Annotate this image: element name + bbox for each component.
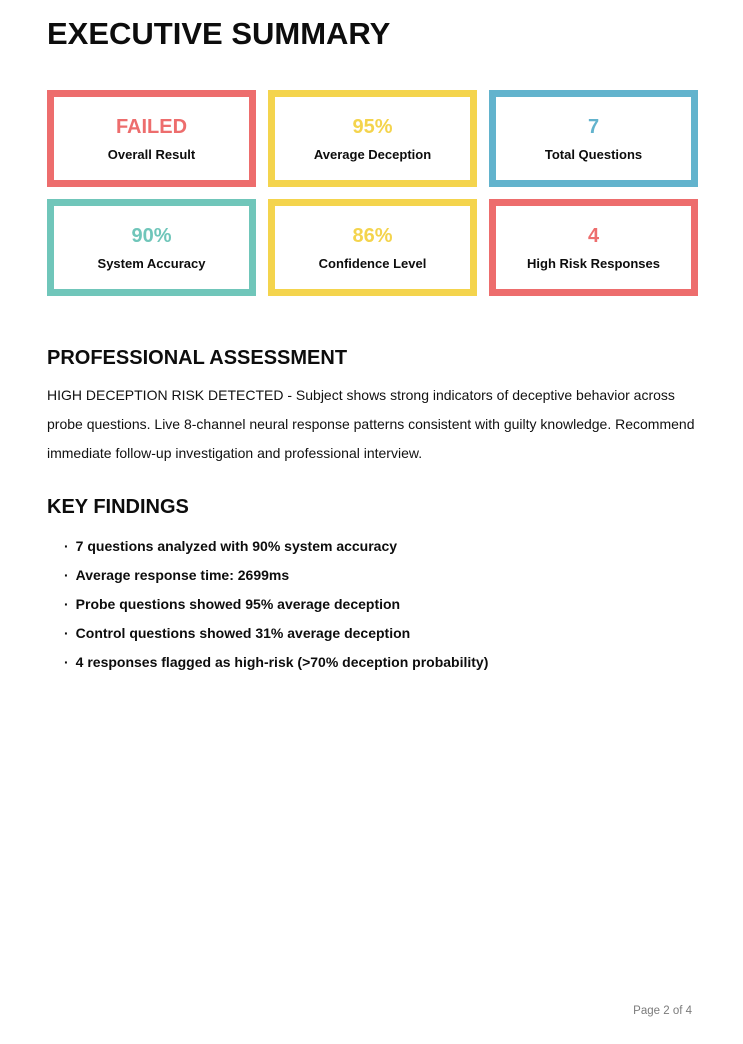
metric-value: 4 bbox=[587, 224, 600, 247]
metric-value: 7 bbox=[587, 115, 600, 138]
metric-label: High Risk Responses bbox=[527, 255, 660, 271]
bullet-icon: · bbox=[64, 538, 69, 554]
finding-item bbox=[64, 590, 698, 619]
metric-card bbox=[47, 90, 256, 187]
metric-card bbox=[489, 90, 698, 187]
metric-label: Confidence Level bbox=[318, 255, 427, 271]
finding-item bbox=[64, 561, 698, 590]
page-title: EXECUTIVE SUMMARY bbox=[47, 16, 391, 51]
findings-heading: KEY FINDINGS bbox=[47, 496, 189, 518]
finding-item bbox=[64, 648, 698, 677]
page-content bbox=[0, 16, 743, 677]
metric-label: Average Deception bbox=[313, 146, 432, 162]
bullet-icon: · bbox=[64, 654, 69, 670]
metric-value: FAILED bbox=[115, 115, 188, 138]
metric-card bbox=[268, 90, 477, 187]
finding-item bbox=[64, 532, 698, 561]
finding-text: Probe questions showed 95% average deception bbox=[75, 596, 401, 612]
metric-label: Total Questions bbox=[544, 146, 643, 162]
finding-item bbox=[64, 619, 698, 648]
bullet-icon: · bbox=[64, 625, 69, 641]
finding-text: 7 questions analyzed with 90% system accuracy bbox=[75, 538, 398, 554]
metric-value: 90% bbox=[131, 224, 172, 247]
metric-card bbox=[47, 199, 256, 296]
metric-value: 95% bbox=[352, 115, 393, 138]
findings-list bbox=[47, 532, 698, 677]
metric-value: 86% bbox=[352, 224, 393, 247]
finding-text: 4 responses flagged as high-risk (>70% deception probability) bbox=[75, 654, 489, 670]
metric-label: System Accuracy bbox=[97, 255, 206, 271]
metric-cards bbox=[47, 90, 698, 296]
metric-label: Overall Result bbox=[107, 146, 196, 162]
metric-card bbox=[489, 199, 698, 296]
assessment-heading: PROFESSIONAL ASSESSMENT bbox=[47, 347, 348, 369]
finding-text: Average response time: 2699ms bbox=[75, 567, 290, 583]
metric-card bbox=[268, 199, 477, 296]
bullet-icon: · bbox=[64, 596, 69, 612]
bullet-icon: · bbox=[64, 567, 69, 583]
finding-text: Control questions showed 31% average deception bbox=[75, 625, 411, 641]
assessment-body: HIGH DECEPTION RISK DETECTED - Subject shows strong indicators of deceptive behavior across probe questions. Live 8-channel neural response patterns consistent with guilty knowledge. Recommend immediate follow-up investigation and professional interview. bbox=[47, 387, 695, 461]
page-number: Page 2 of 4 bbox=[633, 1005, 692, 1017]
